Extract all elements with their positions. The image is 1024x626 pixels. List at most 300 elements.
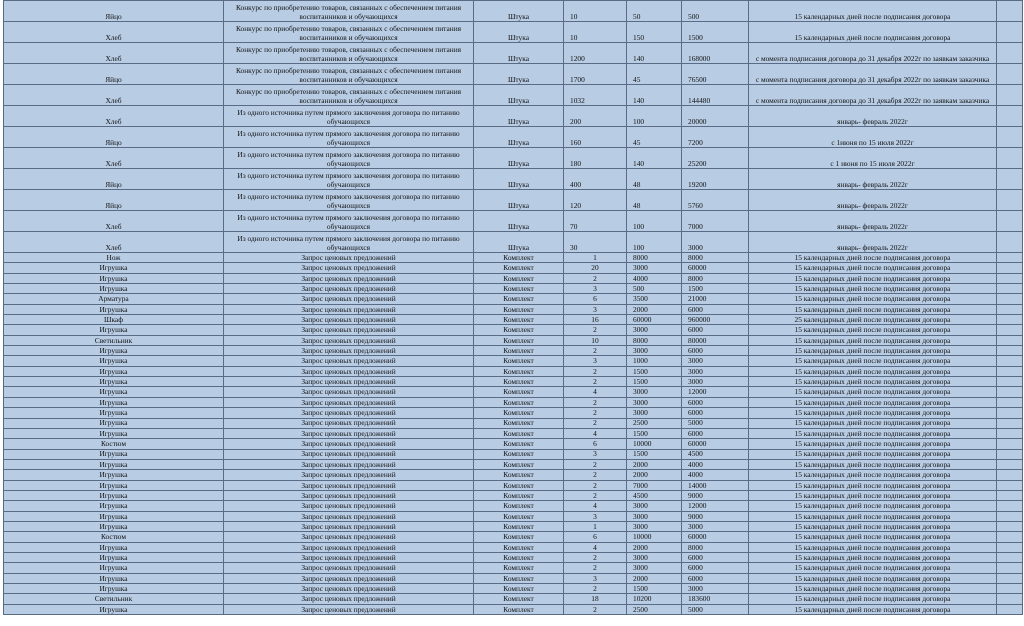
empty-cell [997, 43, 1023, 64]
sum-cell: 60000 [682, 532, 749, 542]
sum-cell: 7000 [682, 211, 749, 232]
table-row [4, 335, 1023, 345]
sum-cell: 76500 [682, 64, 749, 85]
delivery-term-cell: 15 календарных дней после подписания договора [749, 532, 997, 542]
delivery-term-cell: 15 календарных дней после подписания договора [749, 273, 997, 283]
sum-cell: 3000 [682, 232, 749, 253]
sum-cell: 4500 [682, 449, 749, 459]
price-cell: 10000 [627, 532, 682, 542]
price-cell: 100 [627, 211, 682, 232]
empty-cell [997, 552, 1023, 562]
unit-cell: Комплект [474, 552, 564, 562]
quantity-cell: 6 [564, 532, 627, 542]
empty-cell [997, 85, 1023, 106]
table-row [4, 470, 1023, 480]
quantity-cell: 10 [564, 335, 627, 345]
item-name-cell: Яйцо [4, 1, 224, 22]
procurement-method-cell: Из одного источника путем прямого заключения договора по питанию обучающихся [224, 169, 474, 190]
price-cell: 2500 [627, 418, 682, 428]
sum-cell: 500 [682, 1, 749, 22]
empty-cell [997, 408, 1023, 418]
quantity-cell: 4 [564, 542, 627, 552]
procurement-method-cell: Запрос ценовых предложений [224, 335, 474, 345]
sum-cell: 6000 [682, 325, 749, 335]
price-cell: 500 [627, 284, 682, 294]
sum-cell: 6000 [682, 304, 749, 314]
procurement-method-cell: Конкурс по приобретению товаров, связанных с обеспечением питания воспитанников и обучающихся [224, 64, 474, 85]
procurement-method-cell: Запрос ценовых предложений [224, 253, 474, 263]
procurement-method-cell: Запрос ценовых предложений [224, 552, 474, 562]
empty-cell [997, 346, 1023, 356]
delivery-term-cell: 15 календарных дней после подписания договора [749, 294, 997, 304]
quantity-cell: 3 [564, 573, 627, 583]
quantity-cell: 1700 [564, 64, 627, 85]
delivery-term-cell: 15 календарных дней после подписания договора [749, 449, 997, 459]
item-name-cell: Игрушка [4, 284, 224, 294]
quantity-cell: 2 [564, 418, 627, 428]
delivery-term-cell: 15 календарных дней после подписания договора [749, 387, 997, 397]
unit-cell: Комплект [474, 542, 564, 552]
sum-cell: 8000 [682, 542, 749, 552]
item-name-cell: Игрушка [4, 552, 224, 562]
unit-cell: Комплект [474, 428, 564, 438]
item-name-cell: Хлеб [4, 211, 224, 232]
price-cell: 2000 [627, 573, 682, 583]
price-cell: 1500 [627, 366, 682, 376]
quantity-cell: 2 [564, 408, 627, 418]
price-cell: 45 [627, 64, 682, 85]
item-name-cell: Игрушка [4, 387, 224, 397]
delivery-term-cell: 15 календарных дней после подписания договора [749, 325, 997, 335]
procurement-method-cell: Запрос ценовых предложений [224, 480, 474, 490]
price-cell: 48 [627, 169, 682, 190]
quantity-cell: 1032 [564, 85, 627, 106]
quantity-cell: 3 [564, 356, 627, 366]
procurement-method-cell: Запрос ценовых предложений [224, 573, 474, 583]
delivery-term-cell: 15 календарных дней после подписания договора [749, 439, 997, 449]
price-cell: 3000 [627, 511, 682, 521]
table-row [4, 263, 1023, 273]
item-name-cell: Костюм [4, 532, 224, 542]
quantity-cell: 180 [564, 148, 627, 169]
sum-cell: 3000 [682, 366, 749, 376]
table-row [4, 284, 1023, 294]
empty-cell [997, 294, 1023, 304]
empty-cell [997, 22, 1023, 43]
procurement-method-cell: Запрос ценовых предложений [224, 542, 474, 552]
quantity-cell: 10 [564, 22, 627, 43]
sum-cell: 60000 [682, 263, 749, 273]
quantity-cell: 16 [564, 315, 627, 325]
item-name-cell: Игрушка [4, 511, 224, 521]
price-cell: 1500 [627, 428, 682, 438]
procurement-table [3, 0, 1023, 615]
item-name-cell: Хлеб [4, 85, 224, 106]
quantity-cell: 200 [564, 106, 627, 127]
quantity-cell: 6 [564, 439, 627, 449]
unit-cell: Комплект [474, 594, 564, 604]
price-cell: 2000 [627, 542, 682, 552]
delivery-term-cell: 15 календарных дней после подписания договора [749, 397, 997, 407]
price-cell: 1000 [627, 356, 682, 366]
table-row [4, 22, 1023, 43]
item-name-cell: Хлеб [4, 43, 224, 64]
unit-cell: Штука [474, 43, 564, 64]
procurement-method-cell: Из одного источника путем прямого заключения договора по питанию обучающихся [224, 127, 474, 148]
empty-cell [997, 335, 1023, 345]
unit-cell: Комплект [474, 532, 564, 542]
empty-cell [997, 211, 1023, 232]
unit-cell: Комплект [474, 294, 564, 304]
item-name-cell: Яйцо [4, 127, 224, 148]
empty-cell [997, 127, 1023, 148]
unit-cell: Штука [474, 106, 564, 127]
unit-cell: Штука [474, 1, 564, 22]
price-cell: 1500 [627, 449, 682, 459]
unit-cell: Комплект [474, 284, 564, 294]
sum-cell: 12000 [682, 387, 749, 397]
table-row [4, 428, 1023, 438]
delivery-term-cell: 15 календарных дней после подписания договора [749, 501, 997, 511]
table-row [4, 106, 1023, 127]
price-cell: 8000 [627, 335, 682, 345]
empty-cell [997, 397, 1023, 407]
empty-cell [997, 64, 1023, 85]
procurement-method-cell: Запрос ценовых предложений [224, 294, 474, 304]
sum-cell: 5760 [682, 190, 749, 211]
quantity-cell: 4 [564, 428, 627, 438]
table-row [4, 563, 1023, 573]
procurement-method-cell: Запрос ценовых предложений [224, 594, 474, 604]
table-row [4, 480, 1023, 490]
empty-cell [997, 594, 1023, 604]
sum-cell: 6000 [682, 563, 749, 573]
empty-cell [997, 356, 1023, 366]
quantity-cell: 2 [564, 552, 627, 562]
quantity-cell: 2 [564, 563, 627, 573]
empty-cell [997, 284, 1023, 294]
delivery-term-cell: 15 календарных дней после подписания договора [749, 418, 997, 428]
unit-cell: Комплект [474, 490, 564, 500]
procurement-method-cell: Запрос ценовых предложений [224, 501, 474, 511]
unit-cell: Комплект [474, 346, 564, 356]
delivery-term-cell: январь- февраль 2022г [749, 211, 997, 232]
sum-cell: 60000 [682, 439, 749, 449]
delivery-term-cell: 15 календарных дней после подписания договора [749, 408, 997, 418]
item-name-cell: Арматура [4, 294, 224, 304]
item-name-cell: Хлеб [4, 232, 224, 253]
unit-cell: Комплект [474, 397, 564, 407]
unit-cell: Комплект [474, 408, 564, 418]
procurement-method-cell: Запрос ценовых предложений [224, 563, 474, 573]
price-cell: 10000 [627, 439, 682, 449]
empty-cell [997, 470, 1023, 480]
quantity-cell: 1 [564, 521, 627, 531]
delivery-term-cell: 15 календарных дней после подписания договора [749, 521, 997, 531]
procurement-method-cell: Запрос ценовых предложений [224, 366, 474, 376]
empty-cell [997, 604, 1023, 614]
empty-cell [997, 169, 1023, 190]
table-row [4, 397, 1023, 407]
item-name-cell: Яйцо [4, 64, 224, 85]
sum-cell: 12000 [682, 501, 749, 511]
table-row [4, 325, 1023, 335]
table-row [4, 232, 1023, 253]
unit-cell: Штука [474, 211, 564, 232]
delivery-term-cell: 15 календарных дней после подписания договора [749, 366, 997, 376]
unit-cell: Штука [474, 64, 564, 85]
unit-cell: Комплект [474, 573, 564, 583]
sum-cell: 6000 [682, 397, 749, 407]
procurement-method-cell: Запрос ценовых предложений [224, 439, 474, 449]
table-row [4, 273, 1023, 283]
delivery-term-cell: 15 календарных дней после подписания договора [749, 1, 997, 22]
table-row [4, 169, 1023, 190]
quantity-cell: 400 [564, 169, 627, 190]
empty-cell [997, 253, 1023, 263]
empty-cell [997, 459, 1023, 469]
procurement-method-cell: Запрос ценовых предложений [224, 377, 474, 387]
unit-cell: Комплект [474, 366, 564, 376]
empty-cell [997, 232, 1023, 253]
unit-cell: Комплект [474, 584, 564, 594]
empty-cell [997, 315, 1023, 325]
quantity-cell: 4 [564, 387, 627, 397]
table-row [4, 521, 1023, 531]
sum-cell: 6000 [682, 428, 749, 438]
unit-cell: Комплект [474, 325, 564, 335]
item-name-cell: Игрушка [4, 490, 224, 500]
delivery-term-cell: 15 календарных дней после подписания договора [749, 346, 997, 356]
empty-cell [997, 584, 1023, 594]
quantity-cell: 2 [564, 490, 627, 500]
price-cell: 3500 [627, 294, 682, 304]
table-row [4, 532, 1023, 542]
item-name-cell: Игрушка [4, 521, 224, 531]
delivery-term-cell: с момента подписания договора до 31 декабря 2022г по заявкам заказчика [749, 64, 997, 85]
item-name-cell: Игрушка [4, 459, 224, 469]
sum-cell: 9000 [682, 490, 749, 500]
empty-cell [997, 573, 1023, 583]
empty-cell [997, 439, 1023, 449]
quantity-cell: 2 [564, 459, 627, 469]
delivery-term-cell: 15 календарных дней после подписания договора [749, 356, 997, 366]
procurement-method-cell: Запрос ценовых предложений [224, 263, 474, 273]
empty-cell [997, 106, 1023, 127]
unit-cell: Комплект [474, 439, 564, 449]
delivery-term-cell: 15 календарных дней после подписания договора [749, 304, 997, 314]
price-cell: 3000 [627, 521, 682, 531]
sum-cell: 25200 [682, 148, 749, 169]
sum-cell: 21000 [682, 294, 749, 304]
delivery-term-cell: 15 календарных дней после подписания договора [749, 263, 997, 273]
procurement-method-cell: Запрос ценовых предложений [224, 325, 474, 335]
sum-cell: 168000 [682, 43, 749, 64]
quantity-cell: 2 [564, 377, 627, 387]
empty-cell [997, 366, 1023, 376]
item-name-cell: Игрушка [4, 397, 224, 407]
empty-cell [997, 532, 1023, 542]
item-name-cell: Игрушка [4, 408, 224, 418]
unit-cell: Комплект [474, 263, 564, 273]
unit-cell: Комплект [474, 470, 564, 480]
quantity-cell: 3 [564, 304, 627, 314]
quantity-cell: 20 [564, 263, 627, 273]
unit-cell: Комплект [474, 315, 564, 325]
table-row [4, 573, 1023, 583]
procurement-method-cell: Запрос ценовых предложений [224, 346, 474, 356]
unit-cell: Штука [474, 148, 564, 169]
price-cell: 140 [627, 43, 682, 64]
empty-cell [997, 449, 1023, 459]
quantity-cell: 2 [564, 397, 627, 407]
price-cell: 3000 [627, 346, 682, 356]
table-row [4, 85, 1023, 106]
procurement-method-cell: Конкурс по приобретению товаров, связанных с обеспечением питания воспитанников и обучающихся [224, 22, 474, 43]
table-row [4, 64, 1023, 85]
table-row [4, 346, 1023, 356]
unit-cell: Комплект [474, 449, 564, 459]
table-row [4, 542, 1023, 552]
table-row [4, 604, 1023, 614]
sum-cell: 183600 [682, 594, 749, 604]
sum-cell: 5000 [682, 604, 749, 614]
table-row [4, 418, 1023, 428]
item-name-cell: Игрушка [4, 584, 224, 594]
table-row [4, 408, 1023, 418]
procurement-method-cell: Запрос ценовых предложений [224, 315, 474, 325]
sum-cell: 6000 [682, 552, 749, 562]
unit-cell: Комплект [474, 418, 564, 428]
item-name-cell: Игрушка [4, 542, 224, 552]
item-name-cell: Светильник [4, 594, 224, 604]
price-cell: 3000 [627, 387, 682, 397]
unit-cell: Комплект [474, 501, 564, 511]
sum-cell: 19200 [682, 169, 749, 190]
quantity-cell: 2 [564, 480, 627, 490]
quantity-cell: 3 [564, 449, 627, 459]
price-cell: 150 [627, 22, 682, 43]
sum-cell: 8000 [682, 253, 749, 263]
delivery-term-cell: 15 календарных дней после подписания договора [749, 377, 997, 387]
empty-cell [997, 563, 1023, 573]
procurement-method-cell: Запрос ценовых предложений [224, 273, 474, 283]
empty-cell [997, 304, 1023, 314]
quantity-cell: 3 [564, 284, 627, 294]
delivery-term-cell: 15 календарных дней после подписания договора [749, 594, 997, 604]
sum-cell: 3000 [682, 521, 749, 531]
procurement-method-cell: Запрос ценовых предложений [224, 532, 474, 542]
procurement-method-cell: Запрос ценовых предложений [224, 397, 474, 407]
table-row [4, 190, 1023, 211]
procurement-method-cell: Из одного источника путем прямого заключения договора по питанию обучающихся [224, 148, 474, 169]
delivery-term-cell: 25 календарных дней после подписания договора [749, 315, 997, 325]
sum-cell: 80000 [682, 335, 749, 345]
item-name-cell: Хлеб [4, 106, 224, 127]
quantity-cell: 30 [564, 232, 627, 253]
sum-cell: 3000 [682, 377, 749, 387]
unit-cell: Штука [474, 85, 564, 106]
unit-cell: Комплект [474, 511, 564, 521]
item-name-cell: Яйцо [4, 190, 224, 211]
quantity-cell: 2 [564, 584, 627, 594]
sum-cell: 3000 [682, 584, 749, 594]
delivery-term-cell: январь- февраль 2022г [749, 190, 997, 211]
procurement-method-cell: Запрос ценовых предложений [224, 490, 474, 500]
item-name-cell: Игрушка [4, 377, 224, 387]
delivery-term-cell: 15 календарных дней после подписания договора [749, 584, 997, 594]
delivery-term-cell: 15 календарных дней после подписания договора [749, 511, 997, 521]
empty-cell [997, 480, 1023, 490]
table-row [4, 511, 1023, 521]
empty-cell [997, 325, 1023, 335]
empty-cell [997, 190, 1023, 211]
empty-cell [997, 501, 1023, 511]
price-cell: 4500 [627, 490, 682, 500]
delivery-term-cell: 15 календарных дней после подписания договора [749, 573, 997, 583]
empty-cell [997, 428, 1023, 438]
table-row [4, 366, 1023, 376]
price-cell: 60000 [627, 315, 682, 325]
procurement-method-cell: Запрос ценовых предложений [224, 511, 474, 521]
sum-cell: 144480 [682, 85, 749, 106]
procurement-method-cell: Запрос ценовых предложений [224, 584, 474, 594]
price-cell: 10200 [627, 594, 682, 604]
procurement-method-cell: Запрос ценовых предложений [224, 449, 474, 459]
procurement-method-cell: Конкурс по приобретению товаров, связанных с обеспечением питания воспитанников и обучающихся [224, 85, 474, 106]
procurement-method-cell: Конкурс по приобретению товаров, связанных с обеспечением питания воспитанников и обучающихся [224, 43, 474, 64]
quantity-cell: 10 [564, 1, 627, 22]
delivery-term-cell: 15 календарных дней после подписания договора [749, 552, 997, 562]
unit-cell: Штука [474, 169, 564, 190]
item-name-cell: Игрушка [4, 325, 224, 335]
price-cell: 3000 [627, 552, 682, 562]
delivery-term-cell: 15 календарных дней после подписания договора [749, 459, 997, 469]
empty-cell [997, 511, 1023, 521]
quantity-cell: 120 [564, 190, 627, 211]
sum-cell: 6000 [682, 346, 749, 356]
price-cell: 2500 [627, 604, 682, 614]
sum-cell: 5000 [682, 418, 749, 428]
sum-cell: 6000 [682, 573, 749, 583]
item-name-cell: Игрушка [4, 356, 224, 366]
procurement-method-cell: Запрос ценовых предложений [224, 304, 474, 314]
unit-cell: Комплект [474, 273, 564, 283]
item-name-cell: Игрушка [4, 480, 224, 490]
delivery-term-cell: с 1июня по 15 июля 2022г [749, 127, 997, 148]
empty-cell [997, 263, 1023, 273]
item-name-cell: Хлеб [4, 22, 224, 43]
empty-cell [997, 1, 1023, 22]
item-name-cell: Игрушка [4, 273, 224, 283]
procurement-method-cell: Из одного источника путем прямого заключения договора по питанию обучающихся [224, 190, 474, 211]
item-name-cell: Игрушка [4, 263, 224, 273]
unit-cell: Комплект [474, 335, 564, 345]
procurement-method-cell: Запрос ценовых предложений [224, 284, 474, 294]
quantity-cell: 70 [564, 211, 627, 232]
table-row [4, 148, 1023, 169]
sum-cell: 8000 [682, 273, 749, 283]
unit-cell: Комплект [474, 563, 564, 573]
item-name-cell: Игрушка [4, 366, 224, 376]
unit-cell: Комплект [474, 356, 564, 366]
procurement-method-cell: Запрос ценовых предложений [224, 387, 474, 397]
quantity-cell: 1200 [564, 43, 627, 64]
price-cell: 3000 [627, 263, 682, 273]
delivery-term-cell: январь- февраль 2022г [749, 169, 997, 190]
price-cell: 45 [627, 127, 682, 148]
price-cell: 1500 [627, 584, 682, 594]
